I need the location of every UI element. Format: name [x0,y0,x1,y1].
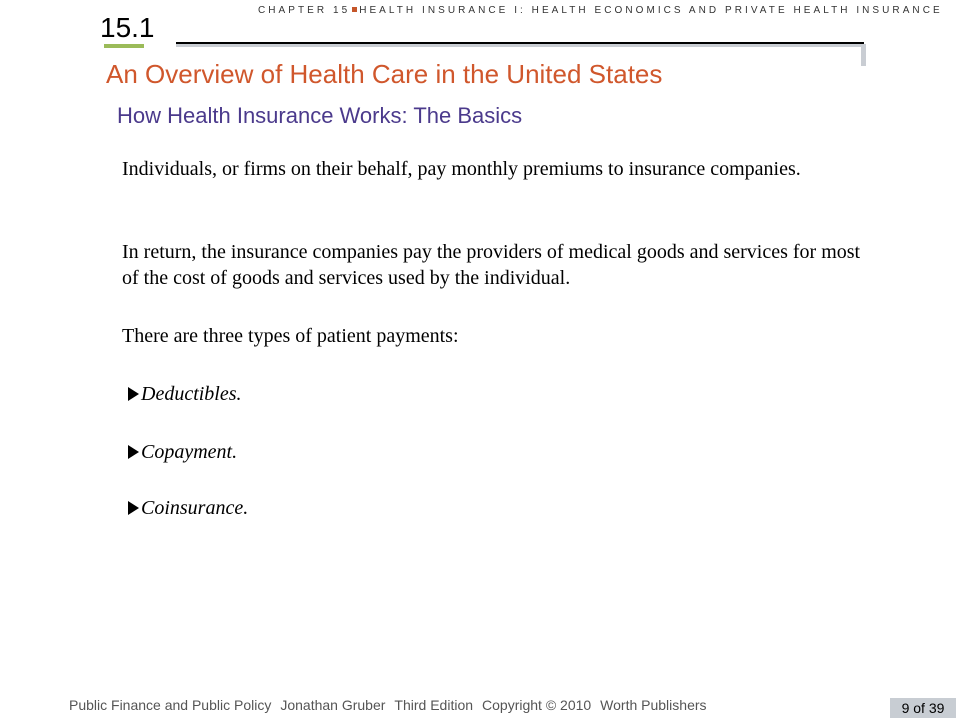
footer-publisher: Worth Publishers [600,697,707,713]
slide-title: An Overview of Health Care in the United States [106,59,663,89]
chapter-label: CHAPTER 15 [258,5,351,16]
bullet-item [128,439,237,465]
page-indicator: 9 of 39 [890,698,956,718]
header-rule-shadow [176,44,866,47]
footer-author: Jonathan Gruber [280,697,386,713]
section-number: 15.1 [100,12,155,43]
chapter-title: HEALTH INSURANCE I: HEALTH ECONOMICS AND PRIVATE HEALTH INSURANCE [359,5,943,16]
bullet-item [128,381,242,407]
paragraph-providers: In return, the insurance companies pay the providers of medical goods and services for most of the cost of goods and services used by the individual. [122,241,861,289]
footer-book: Public Finance and Public Policy [69,697,272,713]
paragraph-premiums: Individuals, or firms on their behalf, pay monthly premiums to insurance companies. [122,158,801,180]
triangle-bullet-icon [128,501,139,515]
triangle-bullet-icon [128,387,139,401]
section-accent-bar [104,44,144,48]
bullet-item [128,495,248,521]
footer-credits [69,697,716,713]
header-rule-drop [861,44,866,66]
bullet-text: Deductibles. [141,383,242,405]
separator-square-icon [352,7,357,12]
header-rule [176,42,864,44]
chapter-header [258,5,958,16]
bullet-text: Copayment. [141,441,238,463]
footer-copyright: Copyright © 2010 [482,697,592,713]
bullet-text: Coinsurance. [141,497,249,519]
triangle-bullet-icon [128,445,139,459]
footer-edition: Third Edition [394,697,474,713]
paragraph-payment-types: There are three types of patient payments: [122,325,459,347]
slide-subtitle: How Health Insurance Works: The Basics [117,103,523,128]
